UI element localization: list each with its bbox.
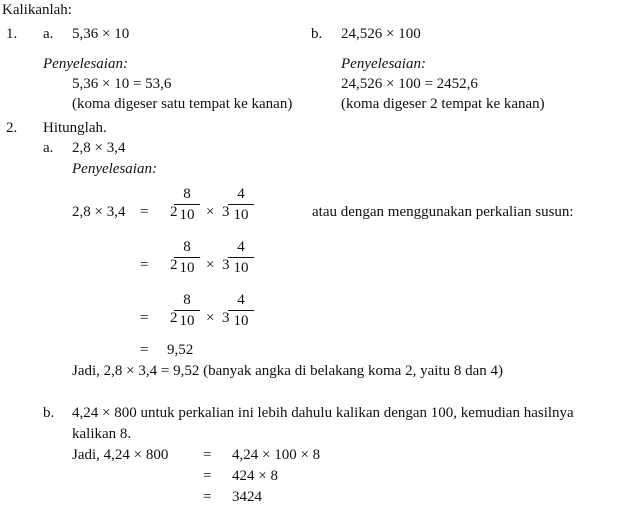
equals-sign: = (140, 342, 149, 358)
q2b-problem-line-2: kalikan 8. (72, 426, 132, 442)
equals-sign: = (140, 257, 149, 273)
q2a-solution-heading: Penyelesaian: (72, 161, 157, 177)
q1b-label: b. (311, 26, 323, 42)
q1b-solution-heading: Penyelesaian: (341, 56, 426, 72)
numerator: 4 (237, 239, 245, 255)
q1a-work: 5,36 × 10 = 53,6 (72, 76, 172, 92)
equals-sign: = (140, 204, 149, 220)
equals-sign: = (203, 447, 212, 463)
fraction-bar (174, 204, 200, 205)
fraction (174, 239, 200, 276)
q2b-step: 3424 (232, 489, 262, 505)
fraction (174, 186, 200, 223)
fraction-bar (228, 257, 254, 258)
whole-number: 2 (170, 204, 178, 220)
equals-sign: = (140, 310, 149, 326)
denominator: 10 (233, 260, 249, 276)
times-sign: × (206, 310, 215, 326)
q2b-lhs: Jadi, 4,24 × 800 (72, 447, 169, 463)
fraction (174, 292, 200, 329)
whole-number: 3 (222, 310, 230, 326)
q2a-side-note: atau dengan menggunakan perkalian susun: (312, 204, 574, 220)
denominator: 10 (233, 207, 249, 223)
q2b-label: b. (43, 405, 55, 421)
fraction (228, 292, 254, 329)
q1a-note: (koma digeser satu tempat ke kanan) (72, 96, 293, 112)
q2b-problem-line-1: 4,24 × 800 untuk perkalian ini lebih dahulu kalikan dengan 100, kemudian hasilnya (72, 405, 574, 421)
whole-number: 2 (170, 257, 178, 273)
exercise-header: Kalikanlah: (2, 2, 72, 18)
denominator: 10 (179, 207, 195, 223)
q1b-problem: 24,526 × 100 (341, 26, 421, 42)
q1a-label: a. (43, 26, 54, 42)
times-sign: × (206, 257, 215, 273)
q2a-conclusion: Jadi, 2,8 × 3,4 = 9,52 (banyak angka di belakang koma 2, yaitu 8 dan 4) (72, 363, 503, 379)
fraction (228, 239, 254, 276)
equals-sign: = (203, 468, 212, 484)
q2a-lhs: 2,8 × 3,4 (72, 204, 126, 220)
fraction-bar (174, 310, 200, 311)
numerator: 8 (183, 292, 191, 308)
question-1-number: 1. (6, 26, 18, 42)
q1a-solution-heading: Penyelesaian: (43, 56, 128, 72)
q2a-result: 9,52 (167, 342, 194, 358)
q2-heading: Hitunglah. (43, 120, 107, 136)
fraction (228, 186, 254, 223)
numerator: 4 (237, 292, 245, 308)
times-sign: × (206, 204, 215, 220)
whole-number: 2 (170, 310, 178, 326)
question-2-number: 2. (6, 120, 18, 136)
fraction-bar (174, 257, 200, 258)
q1b-note: (koma digeser 2 tempat ke kanan) (341, 96, 545, 112)
whole-number: 3 (222, 204, 230, 220)
q2a-problem: 2,8 × 3,4 (72, 140, 126, 156)
q2b-step: 424 × 8 (232, 468, 278, 484)
denominator: 10 (179, 260, 195, 276)
q2b-step: 4,24 × 100 × 8 (232, 447, 321, 463)
q1b-work: 24,526 × 100 = 2452,6 (341, 76, 478, 92)
q2a-label: a. (43, 140, 54, 156)
whole-number: 3 (222, 257, 230, 273)
numerator: 8 (183, 186, 191, 202)
numerator: 8 (183, 239, 191, 255)
denominator: 10 (179, 313, 195, 329)
fraction-bar (228, 204, 254, 205)
q1a-problem: 5,36 × 10 (72, 26, 130, 42)
equals-sign: = (203, 489, 212, 505)
numerator: 4 (237, 186, 245, 202)
fraction-bar (228, 310, 254, 311)
denominator: 10 (233, 313, 249, 329)
